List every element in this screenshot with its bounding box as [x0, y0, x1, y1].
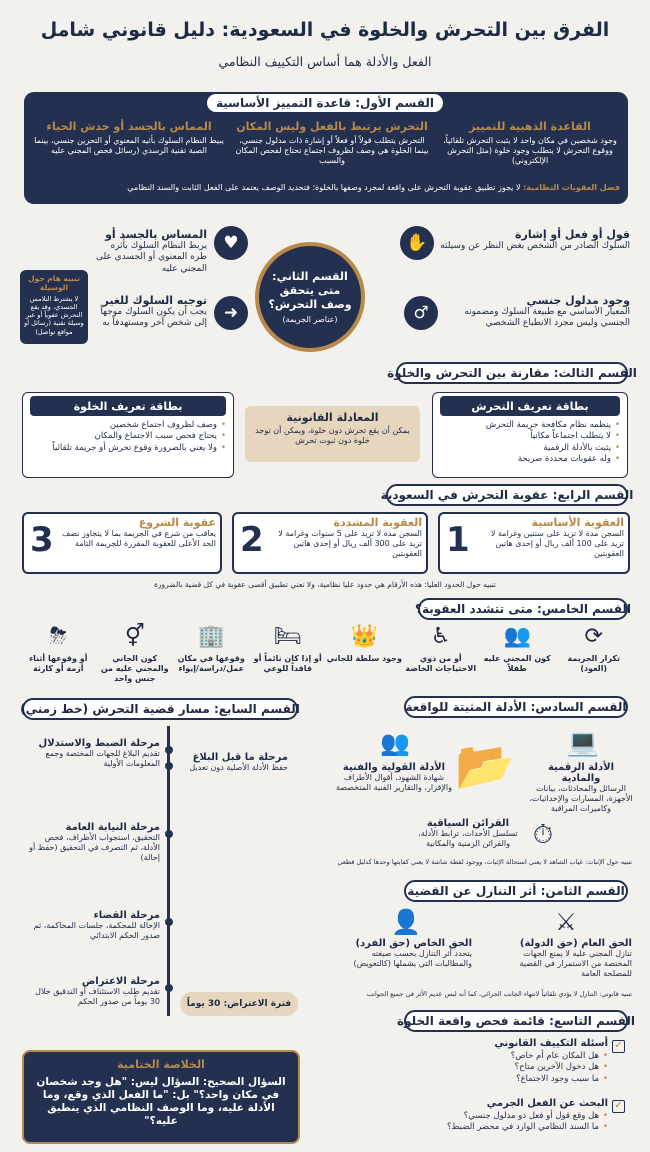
s9-group-1-title: أسئلة التكييف القانوني: [494, 1038, 608, 1049]
s5-factor: [20, 624, 97, 690]
section-9-title: القسم التاسع: قائمة فحص واقعة الخلوة: [404, 1010, 628, 1032]
s1-note: [34, 183, 620, 192]
s5-factor-label: كون المجني عليه طفلاً: [483, 654, 551, 673]
s5-factor-label: أو وقوعها أثناء أزمة أو كارثة: [29, 654, 88, 673]
conclusion-box: [22, 1050, 300, 1144]
page-subtitle: الفعل والأدلة هما أساس التكييف النظامي: [218, 54, 432, 69]
section-6-title: القسم السادس: الأدلة المثبتة للواقعة: [404, 696, 628, 718]
s7-stage-5-text: تقديم طلب الاستئناف أو التدقيق خلال 30 يوماً من صدور الحكم: [35, 987, 160, 1006]
s2-element-1-title: قول أو فعل أو إشارة: [515, 228, 630, 241]
s5-factor: [403, 624, 480, 690]
repeat-icon: ⟳: [584, 624, 603, 649]
s4-penalty-basic-title: العقوبة الأساسية: [531, 516, 624, 529]
checkbox-icon: ✓: [612, 1040, 625, 1053]
s4-penalty-basic-text: السجن مدة لا تزيد على سنتين وغرامة لا تزيد على 100 ألف ريال أو إحدى هاتين العقوبتين: [490, 529, 624, 558]
s4-note: تنبيه حول الحدود العليا: هذه الأرقام هي حدود عليا نظامية، ولا تعني تطبيق أقصى عقوبة في كل قضية بالضرورة: [154, 580, 496, 589]
s7-stage-2: [24, 738, 160, 769]
list-item: • هل دخول الآخرين متاح؟: [470, 1062, 608, 1073]
s1-note-label: فصل العقوبات النظامية:: [523, 183, 620, 192]
s8-public-right-title: الحق العام (حق الدولة): [519, 938, 632, 949]
hand-speech-icon: ✋: [400, 226, 434, 260]
s2-element-4-title: توجيه السلوك للغير: [102, 294, 207, 307]
s5-factor-label: تكرار الجريمة (العود): [567, 654, 620, 673]
s6-evidence-digital-title: الأدلة الرقمية والمادية: [547, 762, 615, 784]
s4-penalty-attempt-body: [62, 516, 216, 549]
s2-element-1-text: السلوك الصادر من الشخص بغض النظر عن وسيلته: [440, 241, 630, 251]
s5-factors-row: [20, 624, 632, 690]
s2-element-4: [95, 294, 207, 330]
person-target-icon: ➜: [214, 296, 248, 330]
s1-card-touch-title: المماس بالجسد أو خدش الحياء: [46, 120, 212, 133]
s3-harassment-list: [442, 420, 620, 466]
s3-equation-box: [245, 406, 420, 462]
s2-element-2-title: وجود مدلول جنسي: [526, 294, 630, 307]
s5-factor: [173, 624, 250, 690]
clock-icon: ⏱: [532, 819, 554, 850]
s6-evidence-context-title: القرائن السياقية: [426, 818, 510, 829]
list-item: • وصف لظروف اجتماع شخصين: [32, 420, 226, 431]
list-item: • يثبت بالأدلة الرقمية: [442, 443, 620, 454]
s1-card-act: [232, 120, 432, 166]
s4-penalty-attempt-text: يعاقب من شرع في الجريمة بما لا يتجاوز نصف الحد الأعلى للعقوبة المقررة للجريمة التامة: [62, 529, 216, 548]
s7-stage-3: [24, 822, 160, 863]
s6-note: تنبيه حول الإثبات: غياب الشاهد لا يعني استحالة الإثبات، ووجود لقطة شاشة لا يعني كفايتها وحدها كدليل قطعي: [337, 858, 632, 866]
sleeping-bed-icon: 🛏: [273, 624, 302, 649]
s8-public-right-text: تنازل المجني عليه لا يمنع الجهات المختصة من الاستمرار في القضية للمصلحة العامة: [519, 949, 632, 978]
laptop-camera-icon: 💻: [566, 728, 600, 758]
s4-penalty-aggravated-title: العقوبة المشددة: [333, 516, 422, 529]
authority-icon: 👑: [350, 624, 378, 649]
s7-stage-4-text: الإحالة للمحكمة، جلسات المحاكمة، ثم صدور الحكم الابتدائي: [33, 921, 160, 940]
s7-stage-4: [24, 910, 160, 941]
s1-card-golden-text: وجود شخصين في مكان واحد لا يثبت التحرش تلقائياً، ووقوع التحرش لا يتطلب وجود خلوة (مثل التحرش الإلكتروني): [443, 136, 617, 165]
person-icon: 👤: [391, 908, 421, 936]
storm-icon: ⛈: [49, 624, 68, 649]
s8-private-right: [342, 938, 472, 969]
s6-evidence-digital-text: الرسائل والمحادثات، بيانات الأجهزة، المسارات والإحداثيات، وكاميرات المراقبة: [529, 784, 633, 813]
s2-warning-box: [20, 270, 88, 344]
s6-evidence-context-text: تسلسل الأحداث، ترابط الأدلة، والقرائن الزمنية والمكانية: [418, 829, 518, 848]
page-title-block: [10, 18, 640, 69]
s4-penalty-aggravated-text: السجن مدة لا تزيد على 5 سنوات وغرامة لا تزيد على 300 ألف ريال أو إحدى هاتين العقوبتين: [278, 529, 422, 558]
s5-factor-label: أو من ذوي الاحتياجات الخاصة: [405, 654, 477, 673]
child-icon: 👥: [503, 624, 531, 649]
conclusion-title: الخلاصة الختامية: [117, 1058, 205, 1071]
s2-element-3: [95, 228, 207, 275]
s2-center-title: القسم الثاني: متى يتحقق وصف التحرش؟: [268, 270, 352, 311]
section-3-title: القسم الثالث: مقارنة بين التحرش والخلوة: [396, 362, 628, 384]
timeline-dot: [165, 918, 173, 926]
s9-group-2-title: البحث عن الفعل الجرمي: [486, 1098, 608, 1109]
timeline-dot: [165, 746, 173, 754]
s5-factor: [326, 624, 403, 690]
timeline-dot: [165, 984, 173, 992]
s2-element-2: [440, 294, 630, 330]
s8-public-right: [500, 938, 632, 979]
gender-icon: ⚥: [124, 624, 145, 649]
people-speech-icon: 👥: [380, 729, 410, 757]
s2-element-2-text: المعيار الأساسي مع طبيعة السلوك ومضمونه الجنسي وليس مجرد الانطباع الشخصي: [464, 307, 630, 329]
list-item: • ينظمه نظام مكافحة جريمة التحرش: [442, 420, 620, 431]
s7-stage-4-title: مرحلة القضاء: [93, 910, 160, 921]
s3-card-seclusion-title: بطاقة تعريف الخلوة: [30, 396, 226, 416]
s3-equation-text: يمكن أن يقع تحرش دون خلوة، ويمكن أن توجد خلوة دون ثبوت تحرش: [255, 426, 410, 445]
s5-factor-label: وجود سلطة للجاني: [326, 654, 402, 663]
s2-center-circle: [255, 242, 365, 352]
s2-center-subtitle: (عناصر الجريمة): [282, 314, 338, 324]
s2-warning-title: تنبيه هام حول الوسيلة: [28, 274, 80, 292]
s2-warning-text: لا يشترط التلامس الجسدي، وقد يقع التحرش عفوياً أو عبر وسيلة تقنية (رسائل أو مواقع تواصل): [24, 295, 84, 336]
s4-penalty-attempt-title: عقوبة الشروع: [138, 516, 216, 529]
s4-penalty-aggravated-number: 2: [240, 520, 264, 560]
s7-stage-2-title: مرحلة الضبط والاستدلال: [38, 738, 160, 749]
section-7-title: القسم السابع: مسار قضية التحرش (خط زمني): [22, 698, 298, 720]
s1-card-touch: [34, 120, 224, 156]
page-title: الفرق بين التحرش والخلوة في السعودية: دليل قانوني شامل: [40, 19, 610, 41]
s4-penalty-aggravated-body: [270, 516, 422, 559]
wheelchair-icon: ♿: [430, 624, 451, 649]
s1-card-golden-title: القاعدة الذهبية للتمييز: [469, 120, 591, 133]
list-item: • هل وقع قول أو فعل ذو مدلول جنسي؟: [420, 1111, 608, 1122]
s9-group-1: [470, 1038, 608, 1085]
s5-factor-label: أو إذا كان نائماً أو فاقداً للوعي: [253, 654, 322, 673]
s2-element-4-text: يجب أن يكون السلوك موجهاً إلى شخص آخر ومستهدفاً به: [100, 307, 207, 329]
s2-element-1: [440, 228, 630, 252]
s5-factor-label: وقوعها في مكان عمل/دراسة/إيواء: [177, 654, 245, 673]
s4-penalty-basic-body: [480, 516, 624, 559]
s6-evidence-testimony: [336, 762, 452, 793]
s3-card-harassment-title: بطاقة تعريف التحرش: [440, 396, 620, 416]
s7-stage-3-title: مرحلة النيابة العامة: [65, 822, 160, 833]
s9-group-2: [420, 1098, 608, 1134]
s5-factor-label: كون الجاني والمجني عليه من جنس واحد: [100, 654, 169, 683]
section-4-title: القسم الرابع: عقوبة التحرش في السعودية: [386, 484, 628, 506]
s1-card-act-text: التحرش يتطلب قولاً أو فعلاً أو إشارة ذات مدلول جنسي، بينما الخلوة هي وصف لظروف اجتماع تحتاج لفحص المكان والسبب: [235, 136, 429, 165]
s7-stage-3-text: التحقيق، استجواب الأطراف، فحص الأدلة، ثم التصرف في التحقيق (حفظ أو إحالة): [29, 833, 160, 862]
s5-factor: [556, 624, 633, 690]
s4-penalty-basic-number: 1: [446, 520, 470, 560]
s6-evidence-digital: [528, 762, 634, 814]
s2-element-3-text: يربط النظام السلوك بأثره طره المعنوي أو الجسدي على المجني عليه: [95, 241, 207, 274]
s8-note: تنبيه قانوني: التنازل لا يؤدي تلقائياً لانتهاء الجانب الجزائي، كما أنه ليس عديم الأثر في جميع الجوانب: [366, 990, 632, 998]
s7-stage-1-title: مرحلة ما قبل البلاغ: [192, 752, 288, 763]
s7-appeal-badge: فترة الاعتراض: 30 يوماً: [180, 992, 298, 1016]
checkbox-icon: ✓: [612, 1100, 625, 1113]
s5-factor: [97, 624, 174, 690]
s6-evidence-testimony-text: شهادة الشهود، أقوال الأطراف والإقرار، والتقارير الفنية المتخصصة: [336, 773, 452, 792]
building-icon: 🏢: [197, 624, 225, 649]
s7-stage-1-text: حفظ الأدلة الأصلية دون تعديل: [189, 763, 288, 772]
timeline-dot: [165, 762, 173, 770]
list-item: • هل المكان عام أم خاص؟: [470, 1051, 608, 1062]
conclusion-text: السؤال الصحيح: السؤال ليس: "هل وجد شخصان في مكان واحد؟" بل: "ما الفعل الذي وقع، وما الأدلة عليه، وما الوصف النظامي الذي ينطبق عليه؟": [36, 1076, 286, 1128]
s1-note-text: لا يجوز تطبيق عقوبة التحرش على واقعة لمجرد وصفها بالخلوة؛ فتحديد الوصف يعتمد على الفعل الثابت والسند النظامي: [127, 183, 521, 192]
s3-seclusion-list: [32, 420, 226, 454]
s6-evidence-context: [410, 818, 526, 849]
list-item: • ما سبب وجود الاجتماع؟: [470, 1074, 608, 1085]
section-1-title: القسم الأول: قاعدة التمييز الأساسية: [205, 92, 445, 114]
broken-heart-icon: ♥: [214, 226, 248, 260]
s1-card-act-title: التحرش يرتبط بالفعل وليس المكان: [236, 120, 428, 133]
list-item: • ولا يعني بالضرورة وقوع تحرش أو جريمة تلقائياً: [32, 443, 226, 454]
s2-element-3-title: المساس بالجسد أو: [105, 228, 207, 241]
thought-bubble-icon: ♂: [404, 296, 438, 330]
s6-evidence-testimony-title: الأدلة القولية والفنية: [342, 762, 446, 773]
list-item: • ما السند النظامي الوارد في محضر الضبط؟: [420, 1122, 608, 1133]
s4-penalty-attempt-number: 3: [30, 520, 54, 560]
emblem-icon: ⚔: [555, 908, 577, 936]
s7-stage-5: [24, 976, 160, 1007]
timeline-dot: [165, 830, 173, 838]
s1-card-golden: [440, 120, 620, 166]
s7-stage-1: [180, 752, 288, 773]
list-item: • وله عقوبات محددة صريحة: [442, 454, 620, 465]
folder-documents-icon: 📂: [455, 737, 515, 794]
section-8-title: القسم الثامن: أثر التنازل عن القضية: [404, 880, 628, 902]
list-item: • يحتاج فحص سبب الاجتماع والمكان: [32, 431, 226, 442]
s8-private-right-title: الحق الخاص (حق الفرد): [355, 938, 472, 949]
s7-stage-2-text: تقديم البلاغ للجهات المختصة وجمع المعلومات الأولية: [45, 749, 160, 768]
section-5-title: القسم الخامس: متى تتشدد العقوبة؟: [418, 598, 628, 620]
s8-private-right-text: يتحدد أثر التنازل بحسب صيغته والمطالبات التي يشملها (كالتعويض): [353, 949, 472, 968]
s7-stage-5-title: مرحلة الاعتراض: [81, 976, 160, 987]
s1-card-touch-text: يبيط النظام السلوك بأثيه المعنوي أو التحرين جنسي، بينما الصبة تقنية الرسدي (رسائل فحص المجني عليه: [34, 136, 224, 155]
s5-factor: [250, 624, 327, 690]
s3-equation-title: المعادلة القانونية: [286, 411, 379, 424]
s5-factor: [479, 624, 556, 690]
list-item: • لا يتطلب اجتماعاً مكانياً: [442, 431, 620, 442]
